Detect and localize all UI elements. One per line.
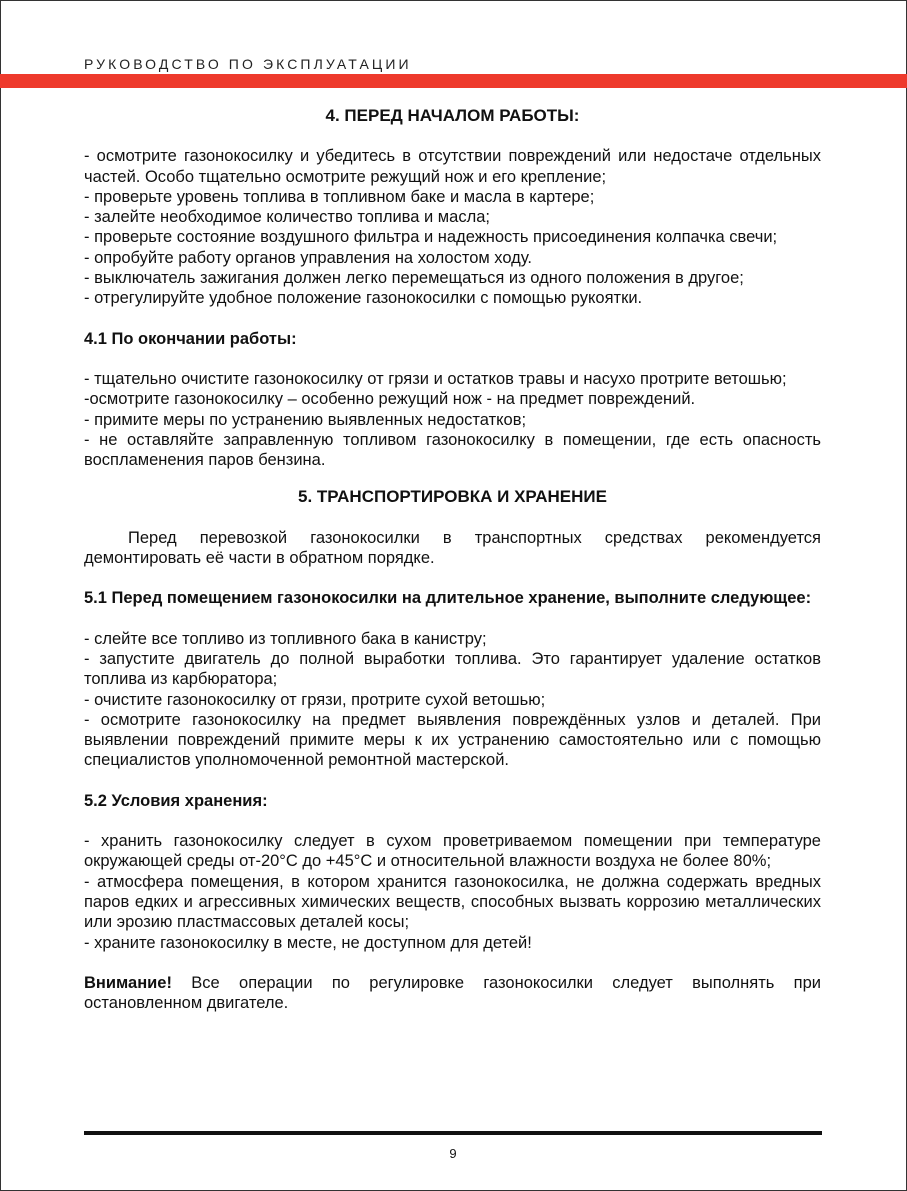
list-item: - выключатель зажигания должен легко перемещаться из одного положения в другое; (84, 269, 744, 288)
list-item: - слейте все топливо из топливного бака в канистру; (84, 629, 487, 648)
section-5-title: 5. ТРАНСПОРТИРОВКА И ХРАНЕНИЕ (298, 487, 607, 507)
list-item: - проверьте уровень топлива в топливном баке и масла в картере; (84, 187, 595, 206)
list-item: - опробуйте работу органов управления на холостом ходу. (84, 248, 532, 267)
list-item: - храните газонокосилку в месте, не доступном для детей! (84, 933, 532, 952)
list-item: - очистите газонокосилку от грязи, протрите сухой ветошью; (84, 690, 546, 709)
list-item: - осмотрите газонокосилку на предмет выявления повреждённых узлов и деталей. При выявлении повреждений примите меры к их устранению самостоятельно или с помощью специалистов уполномоченной ремонтной мастерской. (84, 710, 821, 770)
list-item: - залейте необходимое количество топлива и масла; (84, 208, 490, 227)
header-title: РУКОВОДСТВО ПО ЭКСПЛУАТАЦИИ (84, 56, 412, 72)
footer-rule (84, 1131, 822, 1135)
list-item: - атмосфера помещения, в котором хранится газонокосилка, не должна содержать вредных паров едких и агрессивных химических веществ, способных вызвать коррозию металлических или эрозию пластмассовых деталей косы; (84, 872, 821, 932)
list-item: - хранить газонокосилку следует в сухом проветриваемом помещении при температуре окружающей среды от-20°С до +45°С и относительной влажности воздуха не более 80%; (84, 832, 821, 871)
section-4-title: 4. ПЕРЕД НАЧАЛОМ РАБОТЫ: (325, 106, 580, 125)
list-item: - осмотрите газонокосилку и убедитесь в отсутствии повреждений или недостаче отдельных частей. Особо тщательно осмотрите режущий нож и его крепление; (84, 147, 821, 186)
section-5-1-title: 5.1 Перед помещением газонокосилки на длительное хранение, выполните следующее: (84, 589, 812, 608)
section-4-list (84, 146, 821, 308)
list-item: - тщательно очистите газонокосилку от грязи и остатков травы и насухо протрите ветошью; (84, 369, 787, 388)
section-5-1-list (84, 629, 821, 771)
list-item: - отрегулируйте удобное положение газонокосилки с помощью рукоятки. (84, 289, 643, 308)
list-item: - примите меры по устранению выявленных недостатков; (84, 410, 527, 429)
warning-text: Все операции по регулировке газонокосилки следует выполнять при остановленном двигателе. (84, 973, 821, 1013)
section-4-1-list (84, 369, 821, 470)
section-4-1-title: 4.1 По окончании работы: (84, 329, 297, 348)
header-bar (0, 74, 907, 88)
list-item: -осмотрите газонокосилку – особенно режущий нож - на предмет повреждений. (84, 390, 696, 409)
section-5-2-list (84, 831, 821, 953)
list-item: - не оставляйте заправленную топливом газонокосилку в помещении, где есть опасность воспламенения паров бензина. (84, 430, 821, 470)
section-5-2-title: 5.2 Условия хранения: (84, 791, 268, 810)
list-item: - проверьте состояние воздушного фильтра и надежность присоединения колпачка свечи; (84, 228, 778, 247)
list-item: - запустите двигатель до полной выработки топлива. Это гарантирует удаление остатков топлива из карбюратора; (84, 649, 821, 689)
page-number: 9 (449, 1146, 457, 1161)
warning-label: Внимание! (84, 973, 172, 992)
section-5-paragraph: Перед перевозкой газонокосилки в транспортных средствах рекомендуется демонтировать её части в обратном порядке. (84, 528, 821, 568)
warning-note (84, 973, 821, 1014)
document-body (84, 106, 821, 1013)
